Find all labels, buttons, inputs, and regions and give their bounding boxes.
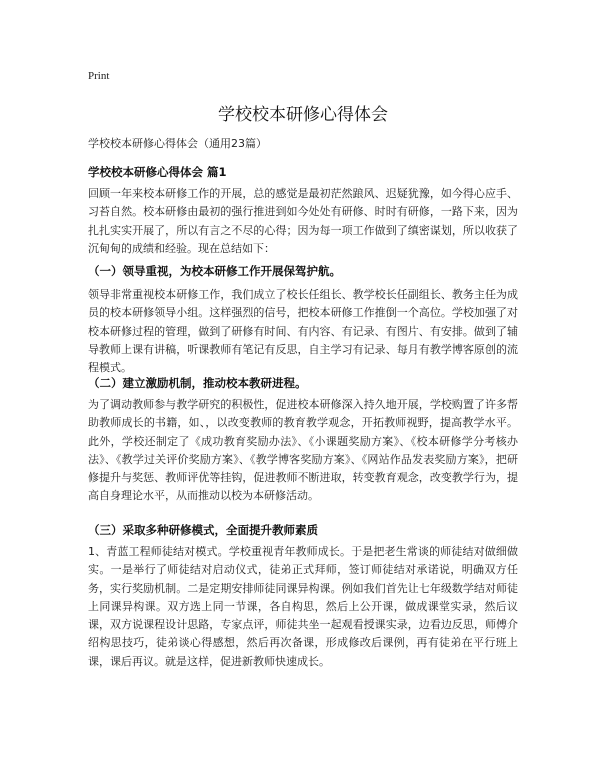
intro-paragraph: 回顾一年来校本研修工作的开展，总的感觉是最初茫然踉风、迟疑犹豫，如今得心应手、习苔自然。校本研修由最初的强行推进到如今处处有研修、时时有研修，一路下来，因为扎扎实实开展了，所以有言之不尽的心得；因为每一项工作做到了缜密谋划，所以收获了沉甸甸的成绩和经验。现在总结如下：: [88, 187, 518, 255]
section-1-heading: （一）领导重视，为校本研修工作开展保驾护航。: [88, 264, 341, 278]
document-title: 学校校本研修心得体会: [218, 105, 388, 125]
document-subtitle: 学校校本研修心得体会（通用23篇）: [88, 137, 267, 150]
article-title: 学校校本研修心得体会 篇1: [88, 165, 227, 179]
section-3-heading: （三）采取多种研修模式，全面提升教师素质: [88, 523, 318, 537]
section-2-paragraph: 为了调动教师参与教学研究的积极性，促进校本研修深入持久地开展，学校购置了许多帮助教师成长的书籍，如、，以改变教师的教育教学观念，开拓教师视野，提高教学水平。此外，学校还制定了《成功教育奖励办法》、《小课题奖励方案》、《校本研修学分考核办法》、《教学过关评价奖励方案》、《教学博客奖励方案》、《网站作品发表奖励方案》，把研修提升与奖惩、教师评优等挂钩，促进教师不断进取，转变教育观念，改变教学行为，提高自身理论水平，从而推动以校为本研修活动。: [88, 398, 518, 503]
section-3-paragraph: 1、青蓝工程师徒结对模式。学校重视青年教师成长。于是把老生常谈的师徒结对做细做实。一是举行了师徒结对启动仪式，徒弟正式拜师，签订师徒结对承诺说，明确双方任务，实行奖励机制。二是定期安排师徒同课异构课。例如我们首先让七年级数学结对师徒上同课异构课。双方选上同一节课，各自构思，然后上公开课，做成课堂实录，然后议课，双方说课程设计思路，专家点评，师徒共坐一起观看授课实录，边看边反思，师傅介绍构思技巧，徒弟谈心得感想，然后再次备课，形成修改后课例，再有徒弟在平行班上课，课后再议。就是这样，促进新教师快速成长。: [88, 545, 518, 668]
section-2-heading: （二）建立激励机制，推动校本教研进程。: [88, 376, 307, 390]
section-1-paragraph: 领导非常重视校本研修工作，我们成立了校长任组长、教学校长任副组长、教务主任为成员的校本研修领导小组。这样强烈的信号，把校本研修工作推倒一个高位。学校加强了对校本研修过程的管理，做到了研修有时间、有内容、有记录、有图片、有安排。做到了辅导教师上课有讲稿，听课教师有笔记有反思，自主学习有记录、每月有教学博客原创的流程模式。: [88, 288, 518, 375]
print-link[interactable]: Print: [88, 70, 110, 82]
